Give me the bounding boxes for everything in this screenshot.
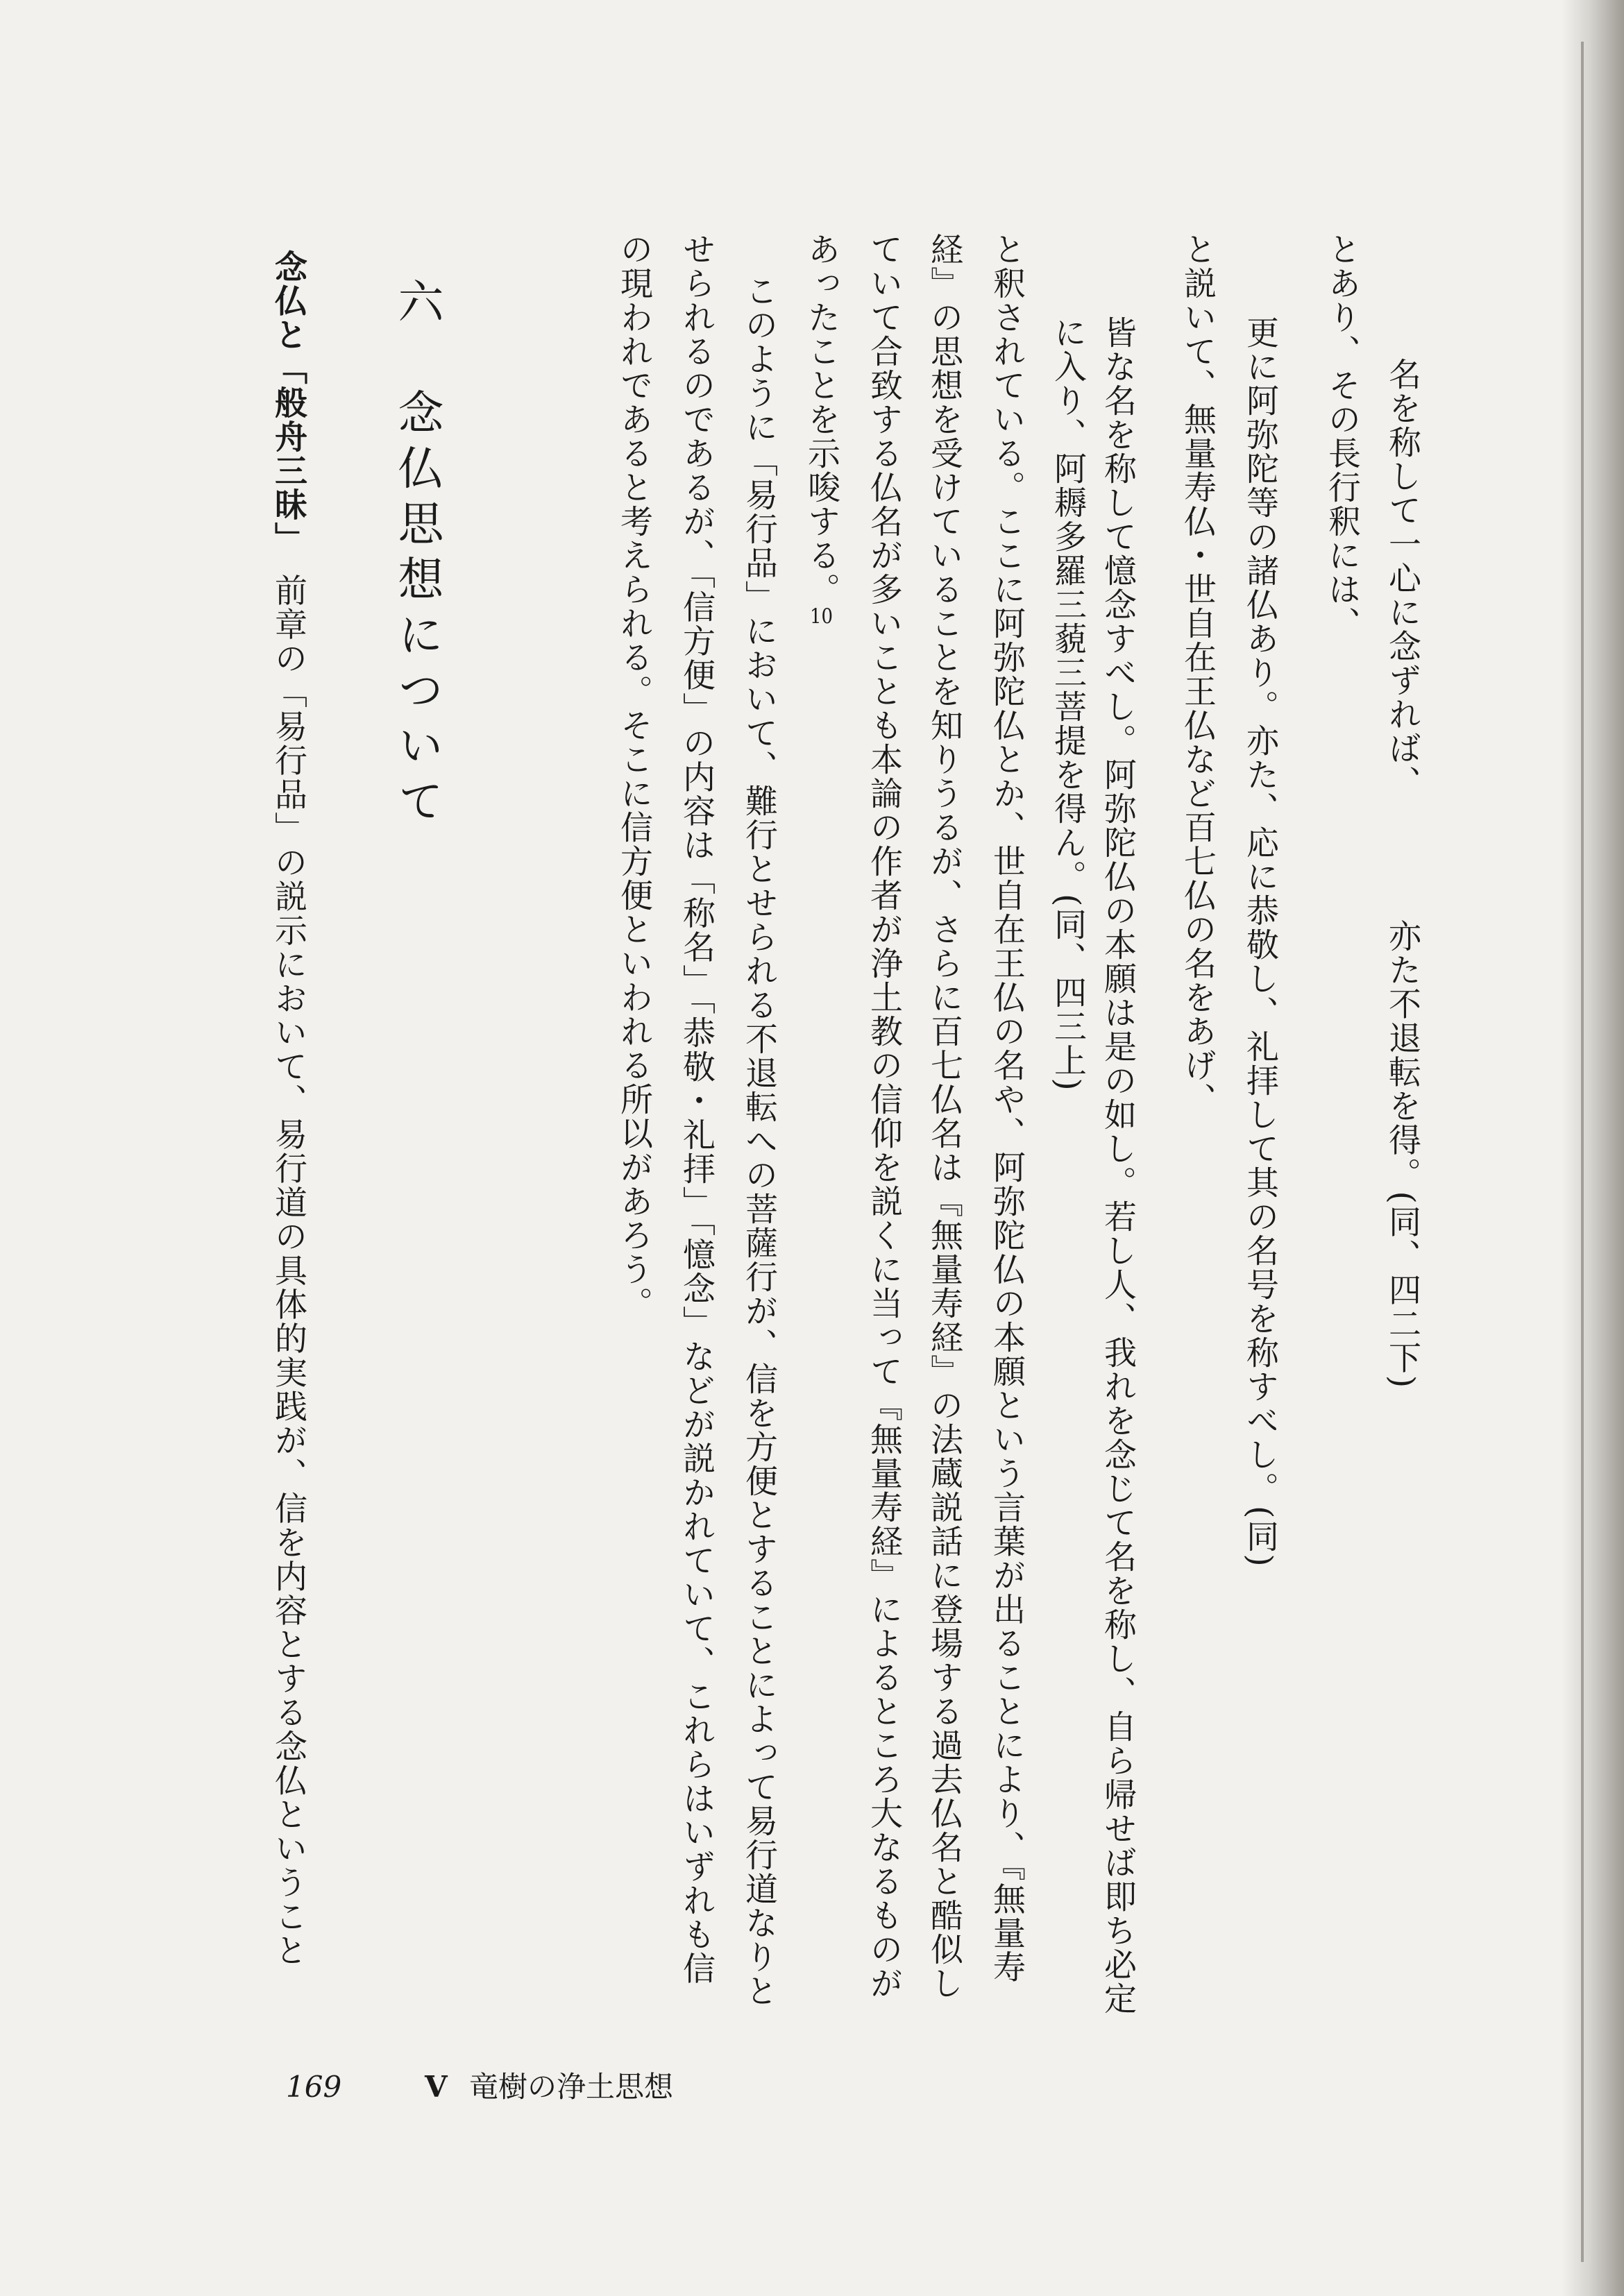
text-column-7: と釈されている。ここに阿弥陀仏とか、世自在王仏の名や、阿弥陀仏の本願という言葉が出ることにより、『無量寿 [988, 232, 1026, 1984]
section-title: 念仏思想について [390, 389, 443, 833]
page-footer [286, 2064, 673, 2106]
text-column-8: 経』の思想を受けていることを知りうるが、さらに百七仏名は『無量寿経』の法蔵説話に登場する過去仏名と酷似し [925, 232, 963, 2000]
text-column-11: このように「易行品」において、難行とせられる不退転への菩薩行が、信を方便とすることによって易行道なりと [740, 274, 778, 2008]
subsection-body: 前章の「易行品」の説示において、易行道の具体的実践が、信を内容とする念仏ということ [269, 573, 307, 1968]
text-column-4: と説いて、無量寿仏・世自在王仏など百七仏の名をあげ、 [1178, 232, 1217, 1116]
text-column-12: せられるのであるが、「信方便」の内容は「称名」「恭敬・礼拝」「憶念」などが説かれていて、これらはいずれも信 [677, 232, 716, 1986]
section-heading [390, 278, 443, 833]
text-column-3: 更に阿弥陀等の諸仏あり。亦た、応に恭敬し、礼拝して其の名号を称すべし。(同) [1241, 316, 1279, 1568]
page-edge-shadow [1562, 0, 1624, 2296]
subsection-spacer [269, 540, 307, 574]
text-column-6: に入り、阿耨多羅三藐三菩提を得ん。(同、四三上) [1049, 316, 1087, 1092]
part-number: V [425, 2070, 448, 2104]
text-column-1: 名を称して一心に念ずれば、 亦た不退転を得。(同、四二下) [1383, 357, 1421, 1390]
section-number: 六 [390, 278, 443, 333]
subsection-line [267, 250, 309, 1968]
text-column-10 [800, 232, 842, 627]
text-column-9: ていて合致する仏名が多いことも本論の作者が浄土教の信仰を説くに当って『無量寿経』によるところ大なるものが [865, 232, 903, 2000]
page-number: 169 [286, 2070, 342, 2104]
text-column-13: の現われであると考えられる。そこに信方便といわれる所以があろう。 [615, 232, 653, 1320]
subsection-title: 念仏と「般舟三昧」 [269, 250, 307, 540]
section-spacer [390, 333, 443, 389]
text-column-10-body: あったことを示唆する。 [802, 232, 840, 606]
note-number: 10 [810, 606, 833, 627]
page-edge-line [1581, 42, 1584, 2262]
text-column-5: 皆な名を称して憶念すべし。阿弥陀仏の本願は是の如し。若し人、我れを念じて名を称し、自ら帰せば即ち必定 [1099, 316, 1137, 2016]
text-column-2: とあり、その長行釈には、 [1323, 232, 1361, 640]
chapter-title: 竜樹の浄土思想 [469, 2070, 674, 2104]
